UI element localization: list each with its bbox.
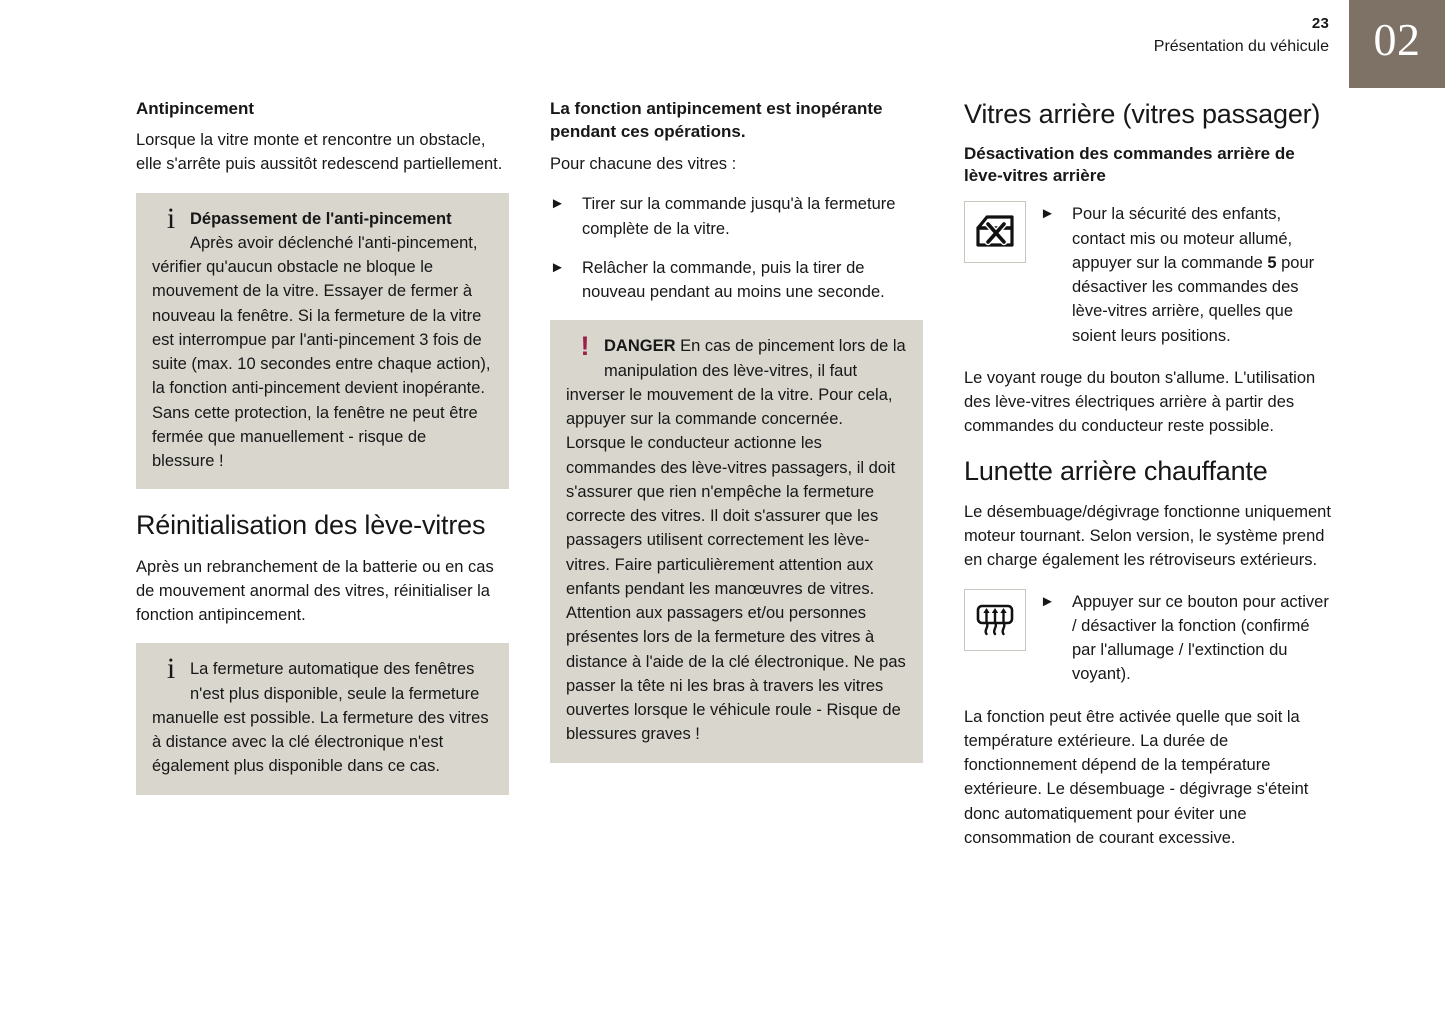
column-3 bbox=[964, 98, 1336, 850]
icon-row-rear-defroster-label: Appuyer sur ce bouton pour activer / désactiver la fonction (confirmé par l'allumage / l'extinction du voyant). bbox=[1072, 592, 1329, 684]
column2-intro: Pour chacune des vitres : bbox=[550, 155, 737, 174]
rear-window-lockout-icon bbox=[964, 201, 1026, 263]
exclamation-icon: ! bbox=[580, 331, 590, 362]
column3-paragraph-2: Le désembuage/dégivrage fonctionne uniquement moteur tournant. Selon version, le système prend en charge également les rétroviseurs extérieurs. bbox=[964, 502, 1331, 570]
list-item bbox=[550, 192, 923, 241]
page-header-meta bbox=[1154, 14, 1329, 57]
danger-callout-title: DANGER bbox=[604, 337, 676, 356]
triangle-right-icon: ► bbox=[1040, 592, 1055, 610]
triangle-right-icon: ► bbox=[1040, 205, 1055, 223]
list-item-label: Relâcher la commande, puis la tirer de nouveau pendant au moins une seconde. bbox=[582, 258, 885, 302]
icon-row-text-after: pour désactiver les commandes des lève-vitres arrière, quelles que soient leurs positions. bbox=[1072, 253, 1315, 345]
danger-callout bbox=[550, 320, 923, 762]
column3-heading: Vitres arrière (vitres passager) bbox=[964, 99, 1321, 129]
info-i-icon: i bbox=[166, 652, 176, 686]
column2-lead-bold: La fonction antipincement est inopérante pendant ces opérations. bbox=[550, 99, 883, 141]
rear-defroster-icon bbox=[964, 589, 1026, 651]
icon-row-rear-window-lockout bbox=[964, 201, 1336, 348]
column-1 bbox=[136, 98, 509, 850]
info-callout-1-title: Dépassement de l'anti-pincement bbox=[190, 209, 452, 228]
column3-heading-2: Lunette arrière chauffante bbox=[964, 455, 1268, 486]
column1-intro: Lorsque la vitre monte et rencontre un obstacle, elle s'arrête puis aussitôt redescend partiellement. bbox=[136, 131, 503, 174]
column1-heading: Antipincement bbox=[136, 99, 255, 118]
header-section-title: Présentation du véhicule bbox=[1153, 37, 1329, 55]
page-number: 23 bbox=[1311, 15, 1329, 32]
icon-row-rear-window-lockout-text bbox=[1040, 201, 1336, 348]
info-callout-1-body bbox=[152, 201, 493, 474]
page-content bbox=[136, 98, 1336, 850]
column1-section-text: Après un rebranchement de la batterie ou en cas de mouvement anormal des vitres, réinitialiser la fonction antipincement. bbox=[136, 557, 494, 625]
list-item bbox=[550, 256, 923, 305]
control-number-value: 5 bbox=[1267, 253, 1277, 272]
icon-row-text-before: Pour la sécurité des enfants, contact mis ou moteur allumé, appuyer sur la commande bbox=[1072, 205, 1293, 272]
column2-bullet-list bbox=[550, 192, 923, 304]
column1-section-heading: Réinitialisation des lève-vitres bbox=[136, 510, 486, 541]
info-callout-1 bbox=[136, 193, 509, 490]
danger-callout-text: En cas de pincement lors de la manipulation des lève-vitres, il faut inverser le mouvement de la vitre. Pour cela, appuyer sur la commande concernée. Lorsque le conducteur actionne les commandes des lève-vitres passagers, il doit s'assurer que rien n'empêche la fermeture correcte des vitres. Il doit s'assurer que les passagers utilisent correctement les lève-vitres. Faire particulièrement attention aux enfants pendant les manœuvres de vitres. Attention aux passagers et/ou personnes présentes lors de la fermeture des vitres à distance à l'aide de la clé électronique. Ne pas passer la tête ni les bras à travers les vitres ouvertes lorsque le véhicule roule - Risque de blessures graves ! bbox=[566, 337, 906, 744]
column3-sub-heading: Désactivation des commandes arrière de lève-vitres arrière bbox=[964, 144, 1295, 186]
info-i-icon: i bbox=[166, 201, 176, 235]
list-item-label: Tirer sur la commande jusqu'à la fermeture complète de la vitre. bbox=[582, 195, 896, 238]
triangle-right-icon: ► bbox=[550, 195, 565, 213]
column3-paragraph-3: La fonction peut être activée quelle que soit la température extérieure. La durée de fonctionnement dépend de la température extérieure. Le désembuage - dégivrage s'éteint donc automatiquement pour éviter une consommation de courant excessive. bbox=[964, 707, 1309, 847]
triangle-right-icon: ► bbox=[550, 258, 565, 276]
danger-callout-body bbox=[566, 331, 907, 746]
icon-row-rear-defroster bbox=[964, 589, 1336, 687]
column-2 bbox=[550, 98, 923, 850]
icon-row-rear-defroster-text bbox=[1040, 589, 1336, 687]
info-callout-1-text: Après avoir déclenché l'anti-pincement, vérifier qu'aucun obstacle ne bloque le mouvement de la vitre. Essayer de fermer à nouveau la fenêtre. Si la fermeture de la vitre est interrompue par l'anti-pincement 3 fois de suite (max. 10 secondes entre chaque action), la fonction anti-pincement devient inopérante. Sans cette protection, la fenêtre ne peut être fermée que manuellement - risque de blessure ! bbox=[152, 233, 491, 471]
info-callout-2 bbox=[136, 643, 509, 794]
chapter-tab: 02 bbox=[1349, 0, 1445, 88]
column3-paragraph-1: Le voyant rouge du bouton s'allume. L'utilisation des lève-vitres électriques arrière à partir des commandes du conducteur reste possible. bbox=[964, 368, 1316, 436]
info-callout-2-text: La fermeture automatique des fenêtres n'est plus disponible, seule la fermeture manuelle est possible. La fermeture des vitres à distance avec la clé électronique n'est également plus disponible dans ce cas. bbox=[152, 660, 489, 776]
